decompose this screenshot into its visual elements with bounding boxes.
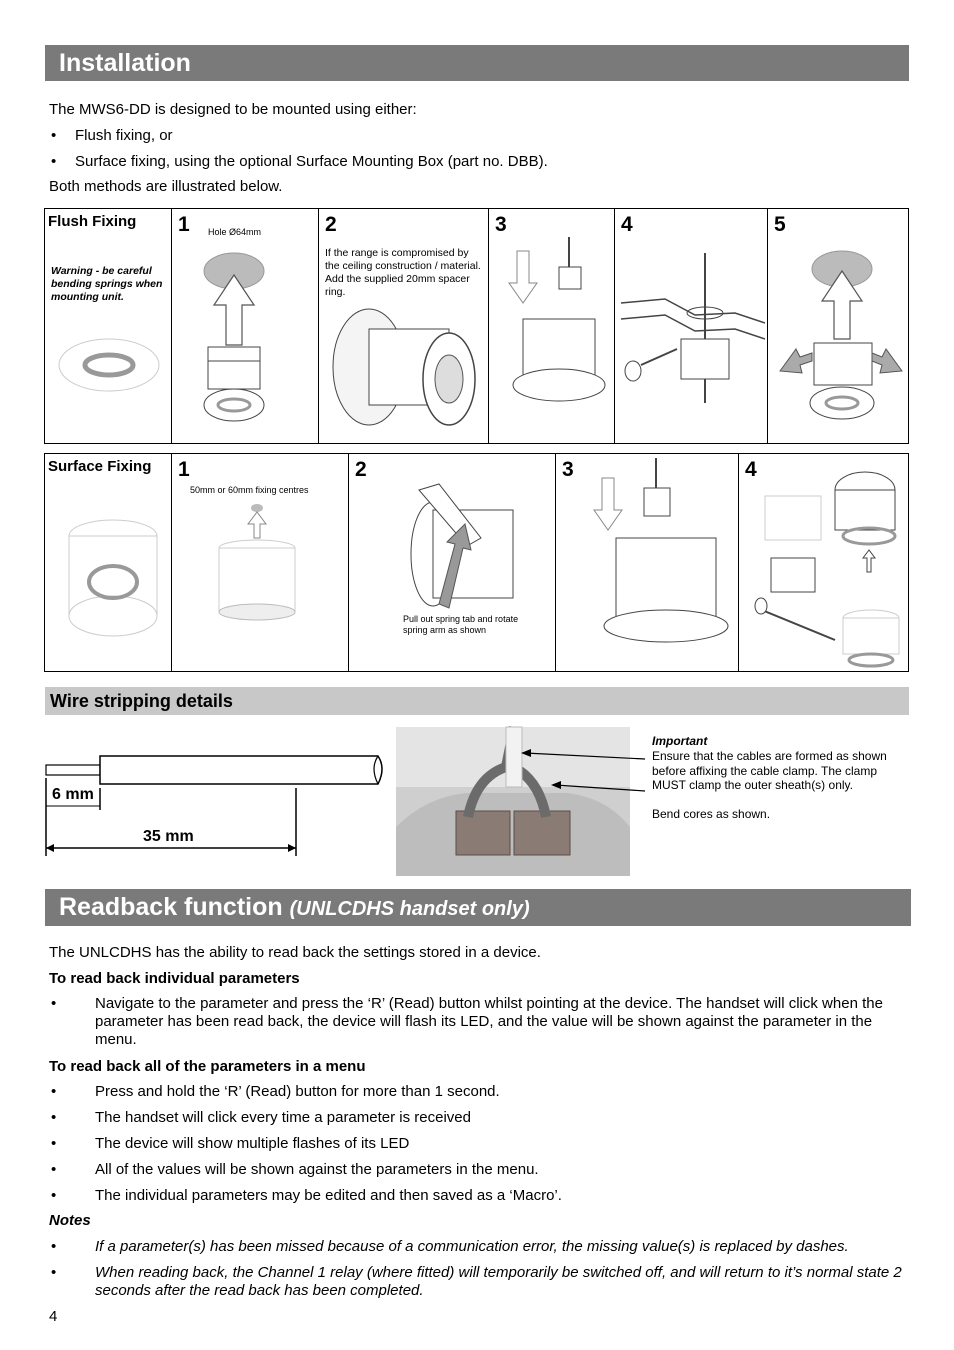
box-arrow-illustration (212, 502, 312, 622)
step-number: 1 (178, 213, 190, 236)
flush-fixing-header: Flush Fixing (48, 213, 137, 230)
wire-stripping-header-bar (45, 687, 909, 715)
hole-arrow-illustration (202, 249, 302, 429)
flush-step-1 (171, 209, 318, 443)
bullet-dot: • (51, 1083, 57, 1100)
important-text: Ensure that the cables are formed as shown before affixing the cable clamp. The clamp MUST clamp the outer sheath(s) only. (652, 749, 887, 792)
surface-step-1 (171, 454, 348, 671)
all-bullet-1: Press and hold the ‘R’ (Read) button for more than 1 second. (95, 1083, 500, 1100)
bullet-dot: • (51, 1264, 57, 1281)
ceiling-screwdriver-illustration (615, 253, 765, 403)
cable-dimension-diagram (44, 748, 394, 860)
all-bullet-3: The device will show multiple flashes of its LED (95, 1135, 410, 1152)
flush-step-3 (488, 209, 614, 443)
step-note: Hole Ø64mm (208, 227, 262, 237)
important-label: Important (652, 734, 708, 748)
flush-warning: Warning - be careful bending springs when mounting unit. (51, 265, 163, 303)
step-number: 3 (495, 213, 507, 236)
step-number: 1 (178, 458, 190, 481)
surface-step-2 (348, 454, 555, 671)
insert-arrows-illustration (776, 249, 906, 429)
readback-header-bar (45, 889, 911, 926)
ring-illustration (57, 337, 161, 393)
all-bullet-5: The individual parameters may be edited and then saved as a ‘Macro’. (95, 1187, 562, 1204)
surface-box-illustration (65, 516, 161, 640)
bullet-dot: • (51, 1109, 57, 1126)
spring-tab-illustration (405, 480, 525, 610)
installation-intro: The MWS6-DD is designed to be mounted using either: (49, 101, 417, 118)
readback-subtitle: (UNLCDHS handset only) (289, 898, 530, 920)
wire-stripping-title: Wire stripping details (50, 691, 233, 711)
surface-fixing-header: Surface Fixing (48, 458, 152, 475)
readback-intro: The UNLCDHS has the ability to read back the settings stored in a device. (49, 944, 541, 961)
step-number: 3 (562, 458, 574, 481)
bullet-dot: • (51, 153, 57, 170)
callout-arrows (515, 747, 650, 797)
notes-heading: Notes (49, 1212, 91, 1229)
flush-fixing-grid (44, 208, 909, 444)
bullet-dot: • (51, 127, 57, 144)
surface-step-3 (555, 454, 738, 671)
surface-step-4 (738, 454, 909, 671)
bullet-dot: • (51, 1135, 57, 1152)
all-bullet-4: All of the values will be shown against the parameters in the menu. (95, 1161, 539, 1178)
connector-box-illustration (596, 458, 736, 648)
both-methods-text: Both methods are illustrated below. (49, 178, 283, 195)
readback-heading (59, 893, 530, 922)
note-2: When reading back, the Channel 1 relay (where fitted) will temporarily be switched off, and will return to it’s normal state 2 seconds after the read back has been completed. (95, 1264, 902, 1299)
step-number: 2 (355, 458, 367, 481)
page-number: 4 (49, 1308, 58, 1325)
bullet-dot: • (51, 1161, 57, 1178)
step-number: 2 (325, 213, 337, 236)
step-number: 5 (774, 213, 786, 236)
all-heading: To read back all of the parameters in a menu (49, 1058, 366, 1075)
step-number: 4 (621, 213, 633, 236)
step-note: 50mm or 60mm fixing centres (190, 485, 309, 495)
surface-fixing-grid (44, 453, 909, 672)
installation-bullet-2: Surface fixing, using the optional Surface Mounting Box (part no. DBB). (75, 153, 548, 170)
bend-text: Bend cores as shown. (652, 807, 771, 821)
note-1: If a parameter(s) has been missed because of a communication error, the missing value(s) is replaced by dashes. (95, 1238, 849, 1255)
individual-bullet-1: Navigate to the parameter and press the ‘R’ (Read) button whilst pointing at the device. The handset will click when the parameter has been read back, the device will flash its LED, and the value will be shown against the parameter in the menu. (95, 995, 883, 1048)
step-note: Pull out spring tab and rotate spring arm as shown (403, 614, 519, 635)
bullet-dot: • (51, 1238, 57, 1255)
readback-title: Readback function (59, 893, 283, 921)
spacer-ring-illustration (329, 305, 479, 435)
dimension-35mm: 35 mm (143, 828, 194, 845)
flush-step-2 (318, 209, 488, 443)
step-note: If the range is compromised by the ceiling construction / material. Add the supplied 20mm spacer ring. (325, 247, 481, 298)
surface-mount-illustration (745, 460, 905, 668)
installation-title: Installation (59, 49, 191, 77)
connector-illustration (509, 237, 609, 407)
flush-step-4 (614, 209, 767, 443)
individual-heading: To read back individual parameters (49, 970, 300, 987)
bullet-dot: • (51, 1187, 57, 1204)
step-number: 4 (745, 458, 757, 481)
all-bullet-2: The handset will click every time a parameter is received (95, 1109, 471, 1126)
installation-header-bar (45, 45, 909, 81)
installation-bullet-1: Flush fixing, or (75, 127, 173, 144)
dimension-6mm: 6 mm (52, 786, 94, 803)
bullet-dot: • (51, 995, 57, 1012)
flush-step-5 (767, 209, 909, 443)
